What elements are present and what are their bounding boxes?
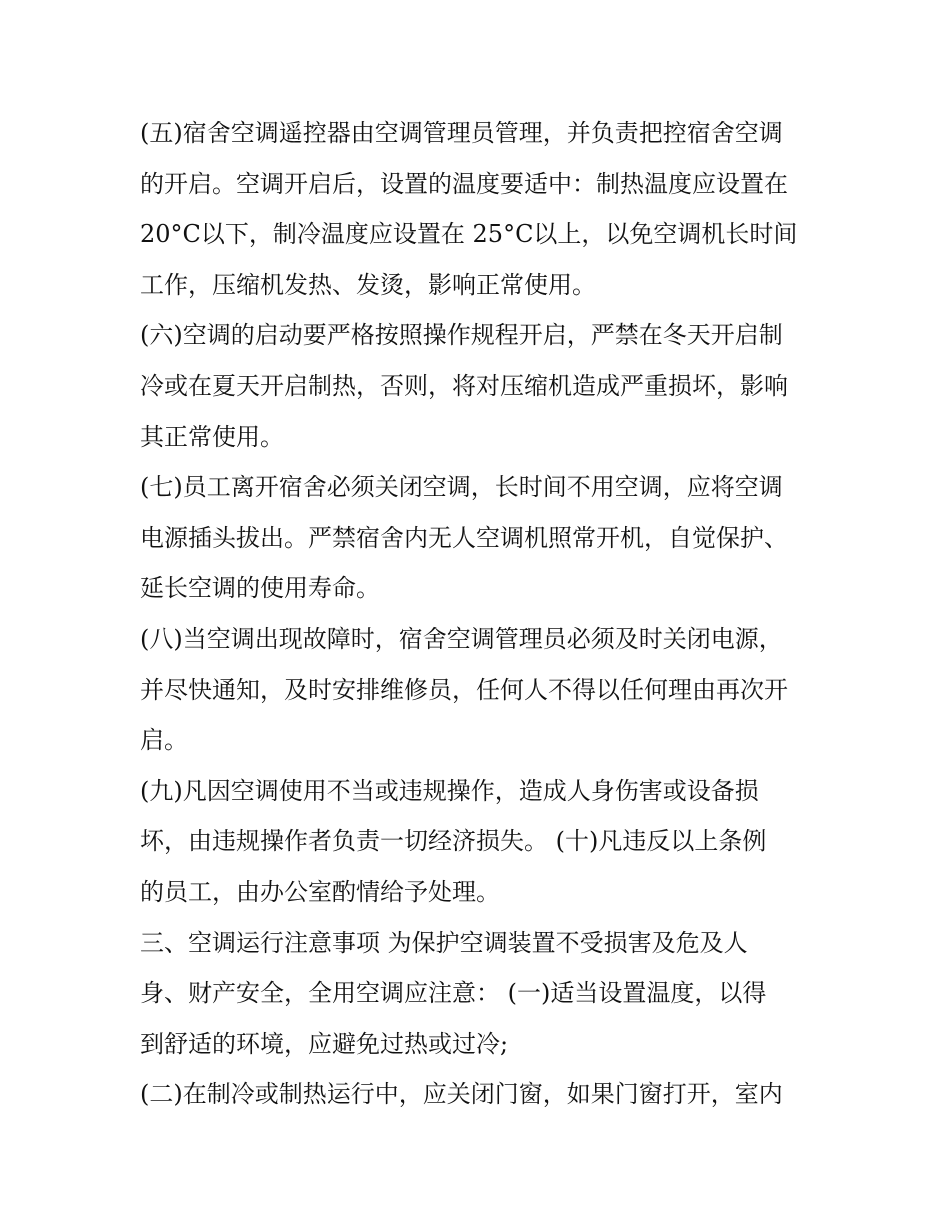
text-line: 三、空调运行注意事项 为保护空调装置不受损害及危及人 [140,928,748,957]
text-line: 20°C以下，制冷温度应设置在 25°C以上，以免空调机长时间 [140,220,798,249]
text-line: 并尽快通知，及时安排维修员，任何人不得以任何理由再次开 [140,675,788,704]
text-line: 的开启。空调开启后，设置的温度要适中：制热温度应设置在 [140,169,788,198]
text-line: (二)在制冷或制热运行中，应关闭门窗，如果门窗打开，室内 [140,1080,783,1109]
text-line: (八)当空调出现故障时，宿舍空调管理员必须及时关闭电源， [140,624,783,653]
text-line: 坏，由违规操作者负责一切经济损失。 (十)凡违反以上条例 [140,827,767,856]
text-line: 冷或在夏天开启制热，否则，将对压缩机造成严重损坏，影响 [140,371,788,400]
document-body [140,108,840,1120]
text-line: (五)宿舍空调遥控器由空调管理员管理，并负责把控宿舍空调 [140,119,783,147]
text-line: 到舒适的环境，应避免过热或过冷; [140,1029,509,1058]
text-line: (九)凡因空调使用不当或违规操作，造成人身伤害或设备损 [140,776,759,805]
text-line: 工作，压缩机发热、发烫，影响正常使用。 [140,270,596,299]
text-line: (六)空调的启动要严格按照操作规程开启，严禁在冬天开启制 [140,321,783,350]
text-line: 其正常使用。 [140,422,284,451]
text-line: 的员工，由办公室酌情给予处理。 [140,877,500,906]
text-line: 身、财产安全，全用空调应注意： (一)适当设置温度，以得 [140,979,767,1008]
text-line: 电源插头拔出。严禁宿舍内无人空调机照常开机，自觉保护、 [140,523,788,552]
text-line: 延长空调的使用寿命。 [140,574,380,603]
text-line: (七)员工离开宿舍必须关闭空调，长时间不用空调，应将空调 [140,473,783,502]
text-line: 启。 [140,726,188,755]
